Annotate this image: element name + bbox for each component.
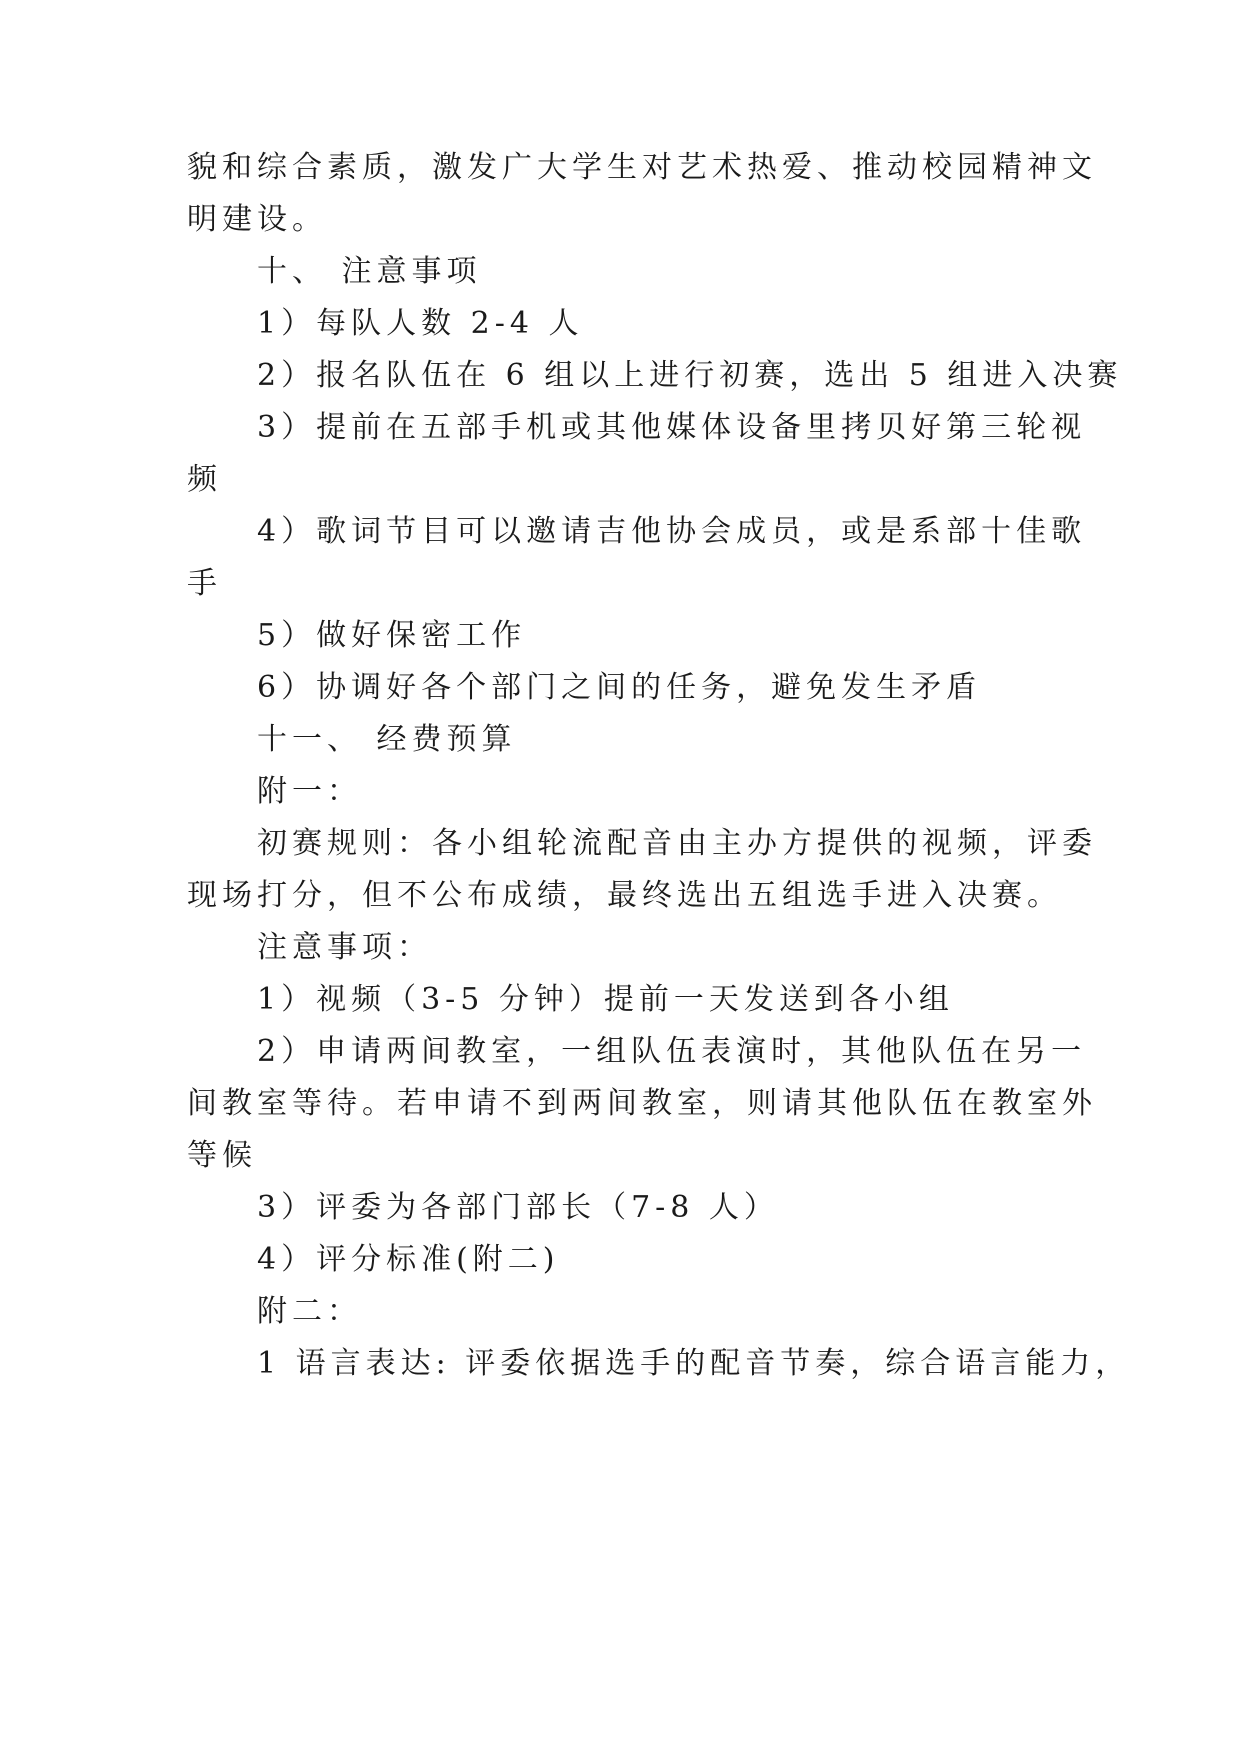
- list-item-continuation: 等候: [187, 1138, 257, 1173]
- list-item: 5）做好保密工作: [257, 618, 527, 653]
- section-heading: 十、 注意事项: [257, 254, 482, 289]
- body-text-line: 现场打分，但不公布成绩，最终选出五组选手进入决赛。: [187, 878, 1062, 913]
- list-item-continuation: 间教室等待。若申请不到两间教室，则请其他队伍在教室外: [187, 1086, 1097, 1121]
- list-item: 2）报名队伍在 6 组以上进行初赛，选出 5 组进入决赛: [257, 358, 1123, 393]
- list-item: 3）评委为各部门部长（7-8 人）: [257, 1190, 779, 1225]
- list-item: 1）视频（3-5 分钟）提前一天发送到各小组: [257, 982, 954, 1017]
- appendix-heading: 附一：: [257, 774, 362, 809]
- appendix-heading: 附二：: [257, 1294, 362, 1329]
- list-item: 2）申请两间教室，一组队伍表演时，其他队伍在另一: [257, 1034, 1087, 1069]
- list-item: 1 语言表达: 评委依据选手的配音节奏，综合语言能力，: [257, 1346, 1131, 1381]
- list-item: 6）协调好各个部门之间的任务，避免发生矛盾: [257, 670, 982, 705]
- list-item: 4）歌词节目可以邀请吉他协会成员，或是系部十佳歌: [257, 514, 1087, 549]
- list-item-continuation: 频: [187, 462, 222, 497]
- body-text-line: 初赛规则：各小组轮流配音由主办方提供的视频，评委: [257, 826, 1097, 861]
- body-text-line: 貌和综合素质，激发广大学生对艺术热爱、推动校园精神文: [187, 150, 1097, 185]
- list-item: 4）评分标准(附二): [257, 1242, 560, 1277]
- list-item-continuation: 手: [187, 566, 222, 601]
- subheading: 注意事项：: [257, 930, 432, 965]
- list-item: 3）提前在五部手机或其他媒体设备里拷贝好第三轮视: [257, 410, 1087, 445]
- body-text-line: 明建设。: [187, 202, 327, 237]
- list-item: 1）每队人数 2-4 人: [257, 306, 584, 341]
- section-heading: 十一、 经费预算: [257, 722, 517, 757]
